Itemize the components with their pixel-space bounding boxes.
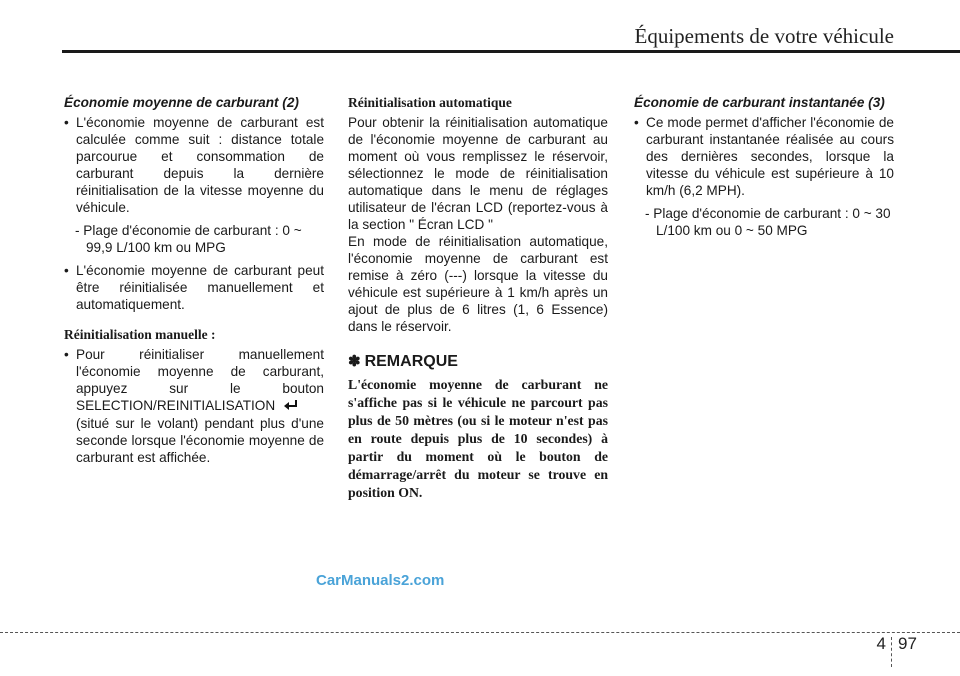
note-body: L'économie moyenne de carburant ne s'affiche pas si le véhicule ne parcourt pas plus de 50 mètres (ou si le moteur n'est pas en route depuis plus de 10 secondes) à partir du moment où le bouton de démarrage/arrêt du moteur se trouve en position ON.	[348, 377, 608, 500]
column-3	[634, 94, 894, 239]
auto-reset-paragraph-2: En mode de réinitialisation automatique, l'économie moyenne de carburant est remise à zéro (---) lorsque la vitesse du véhicule est supérieure à 1 km/h après un ajout de plus de 6 litres (1, 6 Essence) dans le réservoir.	[348, 234, 608, 334]
note-star-icon: ✽	[348, 352, 361, 370]
manual-reset-text-b: (situé sur le volant) pendant plus d'une seconde lorsque l'économie moyenne de carburant est affichée.	[76, 415, 324, 465]
note-heading	[348, 353, 608, 370]
bullet-instant-description: • Ce mode permet d'afficher l'économie de carburant instantanée réalisée au cours des dernières secondes, lorsque la vitesse du véhicule est supérieure à 10 km/h (6,2 MPH).	[634, 114, 894, 199]
chapter-number: 4	[876, 634, 886, 653]
page-number: 97	[898, 634, 917, 653]
footer-rule	[0, 632, 960, 633]
note-title: REMARQUE	[364, 353, 458, 370]
auto-reset-heading: Réinitialisation automatique	[348, 95, 512, 110]
dash-range-average: - Plage d'économie de carburant : 0 ~ 99,9 L/100 km ou MPG	[75, 223, 302, 255]
page-header-title: Équipements de votre véhicule	[634, 24, 894, 48]
bullet-manual-reset	[64, 346, 324, 466]
watermark-logo: CarManuals2.com	[316, 572, 445, 589]
column-1	[64, 94, 324, 466]
enter-return-icon	[283, 398, 299, 415]
bullet-average-calculation: • L'économie moyenne de carburant est calculée comme suit : distance totale parcourue et consommation de carburant depuis la dernière réinitialisation de la vitesse moyenne du véhicule.	[64, 114, 324, 216]
instant-fuel-economy-heading: Économie de carburant instantanée (3)	[634, 95, 885, 110]
manual-reset-text-a: Pour réinitialiser manuellement l'économie moyenne de carburant, appuyez sur le bouton SELECTION/REINITIALISATION	[76, 347, 324, 413]
dash-range-instant: - Plage d'économie de carburant : 0 ~ 30 L/100 km ou 0 ~ 50 MPG	[645, 206, 891, 238]
page-number-separator	[891, 637, 892, 667]
bullet-reset-modes: • L'économie moyenne de carburant peut être réinitialisée manuellement et automatiquement.	[64, 262, 324, 313]
manual-reset-heading: Réinitialisation manuelle :	[64, 327, 216, 342]
column-2	[348, 94, 608, 502]
header-rule	[62, 50, 960, 53]
average-fuel-economy-heading: Économie moyenne de carburant (2)	[64, 95, 299, 110]
auto-reset-paragraph-1: Pour obtenir la réinitialisation automatique de l'économie moyenne de carburant au moment où vous remplissez le réservoir, sélectionnez le mode de réinitialisation automatique dans le menu de réglages utilisateur de l'écran LCD (reportez-vous à la section " Écran LCD "	[348, 115, 608, 232]
